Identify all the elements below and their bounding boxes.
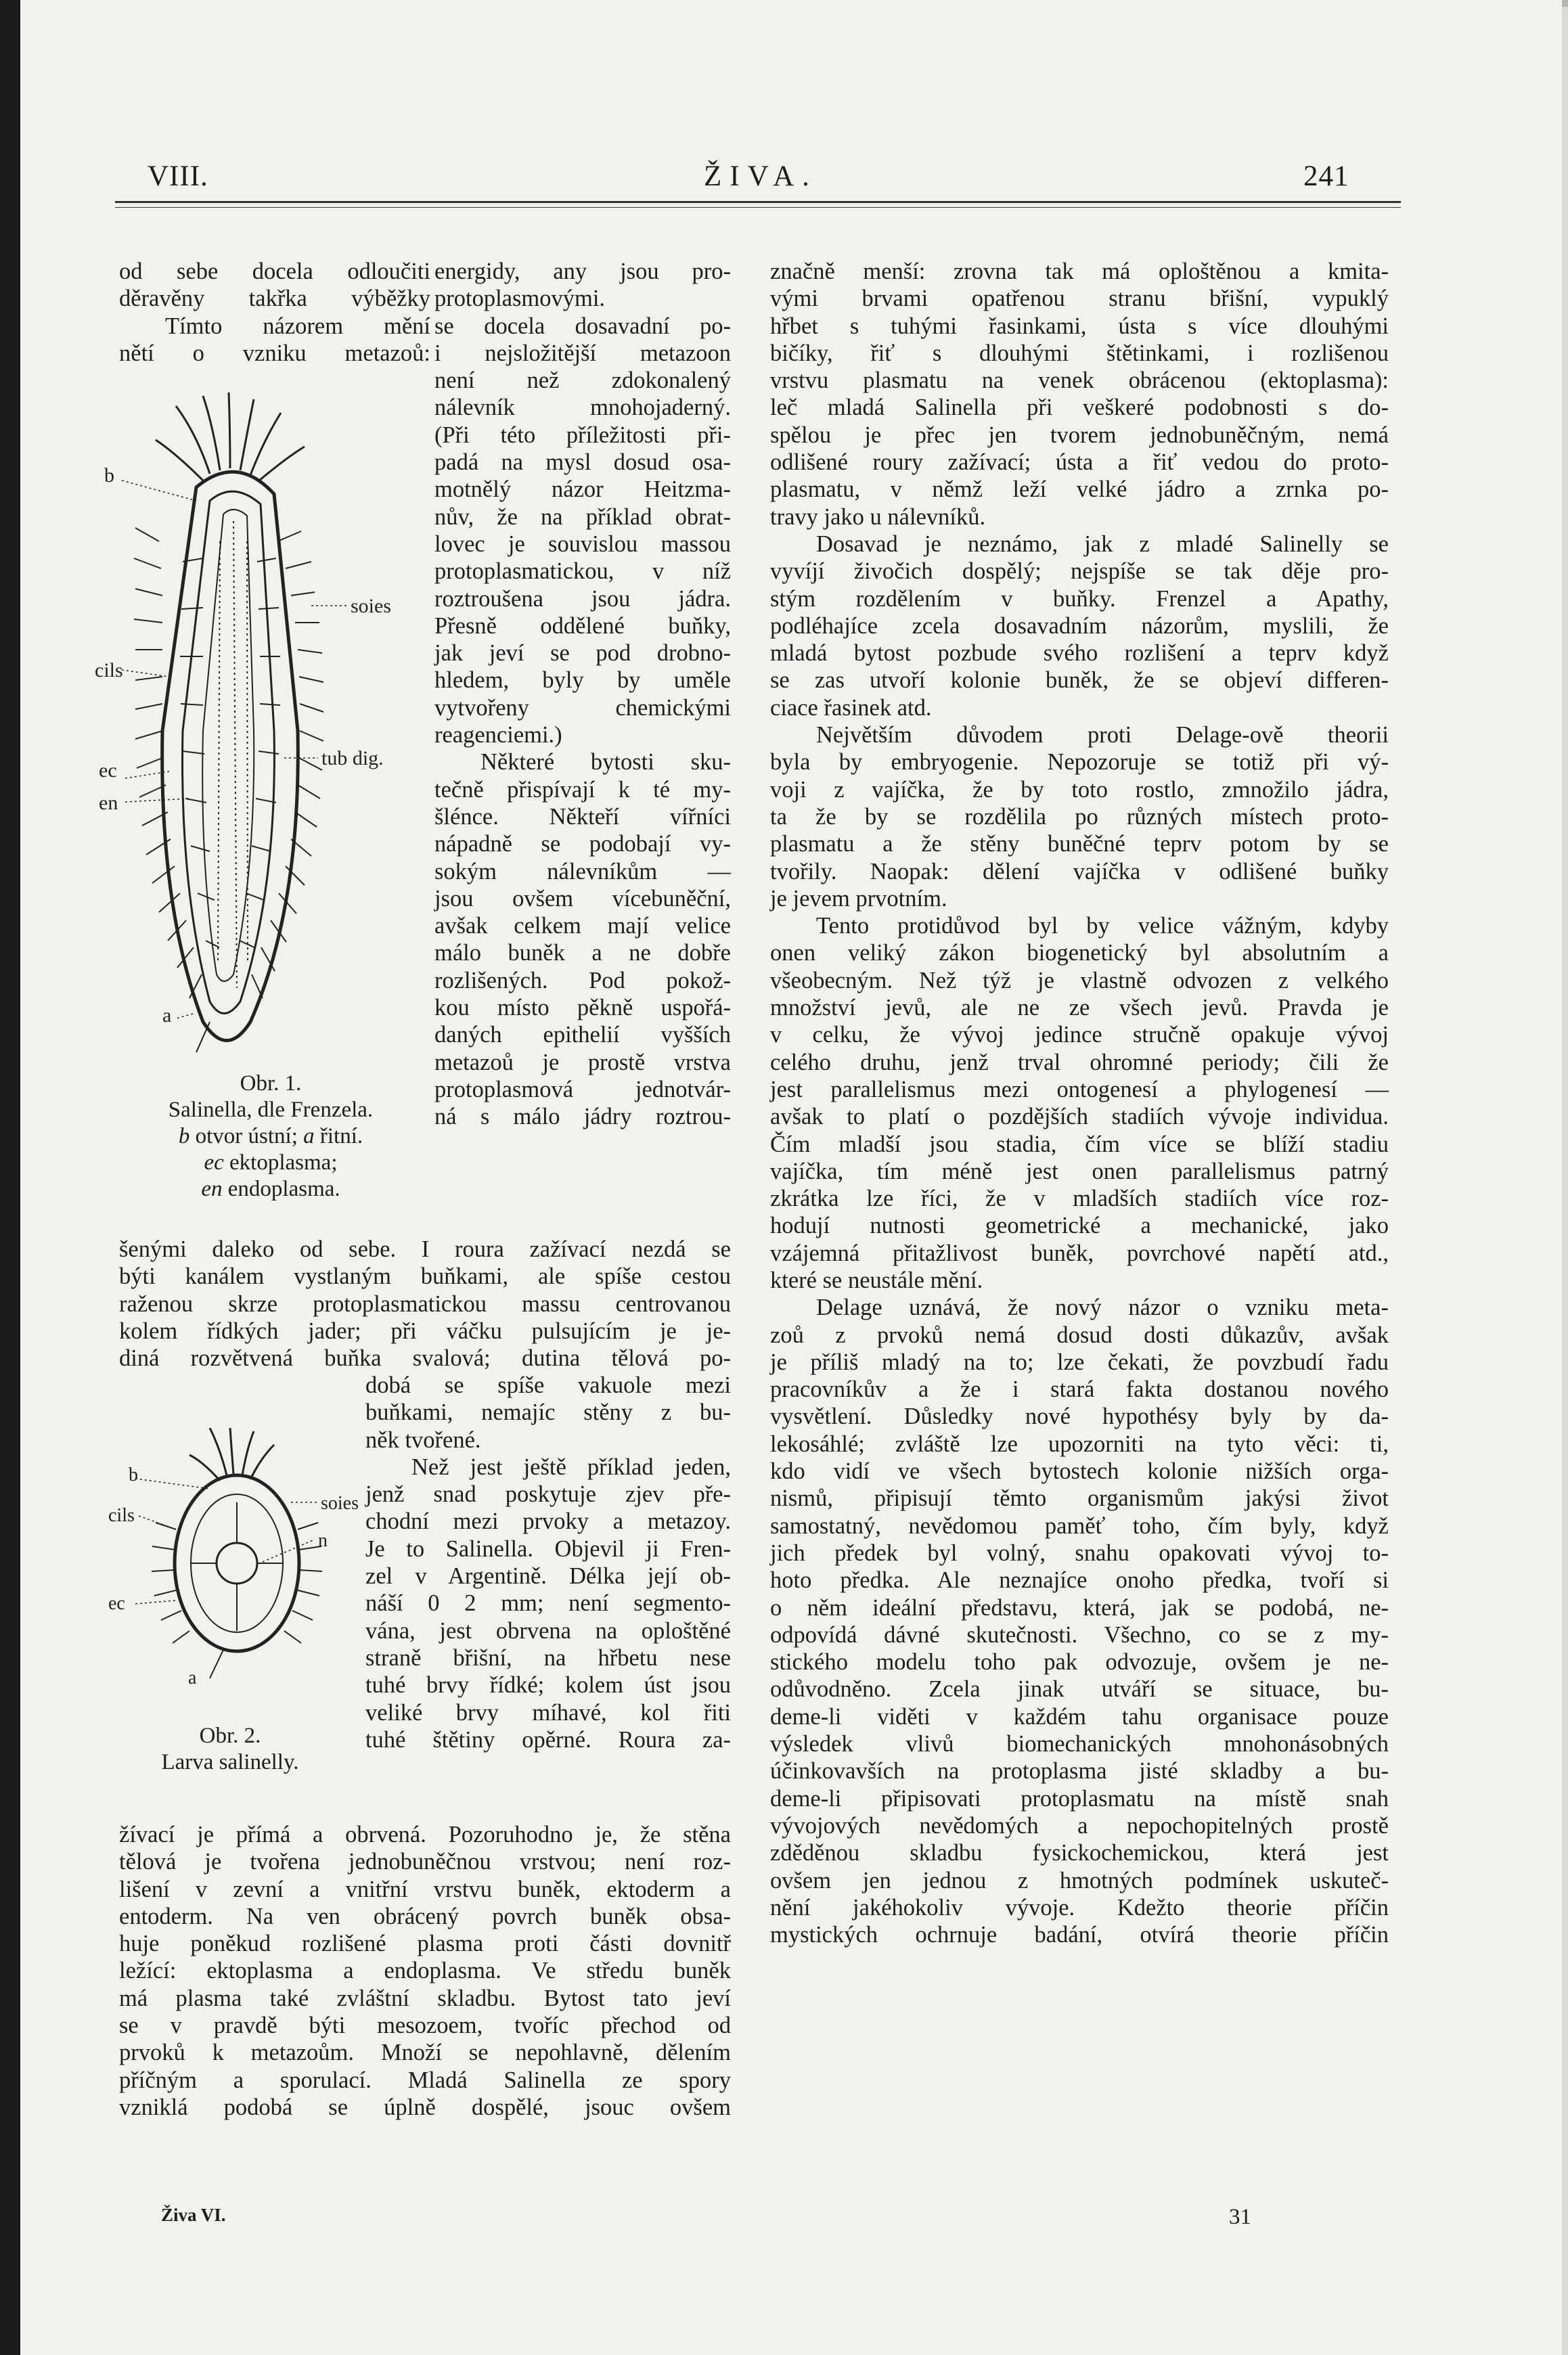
right-col-line: podléhajíce zcela dosavadním názorům, myslili, že bbox=[770, 612, 1389, 639]
right-col-line: ciace řasinek atd. bbox=[770, 694, 932, 721]
fig2-label-ec: ec bbox=[108, 1593, 125, 1614]
right-col-line: zděděnou skladbu fysickochemickou, která jest bbox=[770, 1840, 1389, 1866]
right-col-line: tvořily. Naopak: dělení vajíčka v odlišené buňky bbox=[770, 858, 1389, 884]
right-col-line: jich předek byl volný, snahu opakovati vývoj to- bbox=[770, 1540, 1389, 1566]
right-col-line: hřbet s tuhými řasinkami, ústa s více dlouhými bbox=[770, 313, 1389, 339]
right-col-line: Největším důvodem proti Delage-ově theorii bbox=[816, 722, 1389, 748]
fig2-label-n: n bbox=[318, 1530, 328, 1551]
footer-sheet-number: 31 bbox=[1229, 2205, 1251, 2229]
right-col-line: voji z vajíčka, že by toto rostlo, zmnožilo jádra, bbox=[770, 776, 1389, 803]
right-col-line: leč mladá Salinella při veškeré podobnosti s do- bbox=[770, 395, 1389, 421]
right-col-line: v celku, že vývoj jedince stručně opakuje vývoj bbox=[770, 1022, 1389, 1048]
figure-1-salinella bbox=[95, 392, 447, 1056]
header-journal-title: ŽIVA. bbox=[704, 160, 817, 192]
right-col-line: všeobecným. Než týž je vlastně odvozen z velkého bbox=[770, 967, 1389, 993]
right-col-line: vými brvami opatřenou stranu břišní, vypuklý bbox=[770, 286, 1389, 312]
cilia-top bbox=[189, 1428, 274, 1481]
right-col-line: deme-li viděti v každém tahu organisace pouze bbox=[770, 1703, 1389, 1730]
figure-1-caption: Obr. 1. Salinella, dle Frenzela. b otvor ústní; a řitní. ec ektoplasma; en endoplasma. bbox=[168, 1071, 374, 1201]
right-col-line: hodují nutnosti geometrické a mechanické, jako bbox=[770, 1213, 1389, 1239]
right-col-line: výsledek vlivů biomechanických mnohonásobných bbox=[770, 1731, 1389, 1757]
right-column bbox=[770, 258, 1389, 1948]
figure-2-larva bbox=[108, 1428, 365, 1699]
scan-left-edge bbox=[0, 0, 20, 2355]
fig1-label-b: b bbox=[104, 464, 114, 487]
right-col-line: stického modelu toho pak odvozuje, ovšem je ne- bbox=[770, 1649, 1389, 1676]
figure-2-caption: Obr. 2. Larva salinelly. bbox=[161, 1724, 299, 1774]
right-col-line: samostatný, nevědomou paměť toho, čím byly, když bbox=[770, 1512, 1389, 1539]
right-col-line: vyvíjí živočich dospělý; nejspíše se tak děje pro- bbox=[770, 558, 1389, 585]
fig1-label-ec: ec bbox=[99, 759, 117, 782]
header-volume: VIII. bbox=[148, 160, 208, 192]
right-col-line: značně menší: zrovna tak má oploštěnou a kmita- bbox=[770, 259, 1389, 284]
right-col-line: mystických ochrnuje badání, otvírá theorie příčin bbox=[770, 1922, 1389, 1948]
right-col-line: plasmatu a že stěny buněčné teprv potom by se bbox=[770, 831, 1389, 857]
fig1-label-a: a bbox=[162, 1004, 172, 1027]
header-rule bbox=[115, 201, 1401, 203]
right-col-line: hoto předka. Ale neznajíce onoho předka, tvoří si bbox=[770, 1567, 1389, 1594]
fig1-label-soies: soies bbox=[351, 595, 391, 617]
right-col-line: vzájemná přitažlivost buněk, povrchové napětí atd., bbox=[770, 1240, 1389, 1266]
right-col-line: bičíky, řiť s dlouhými štětinkami, i rozlišenou bbox=[770, 340, 1389, 366]
right-col-line: Čím mladší jsou stadia, čím více se blíží stadiu bbox=[770, 1131, 1389, 1157]
right-col-line: onen veliký zákon biogenetický byl absolutním a bbox=[770, 940, 1389, 966]
right-col-line: odlišené roury zažívací; ústa a řiť vedou do proto- bbox=[770, 449, 1389, 476]
right-col-line: avšak to platí o pozdějších stadiích vývoje individua. bbox=[770, 1104, 1389, 1130]
right-col-line: množství jevů, ale ne ze všech jevů. Pravda je bbox=[770, 995, 1389, 1021]
right-col-line: které se neustále mění. bbox=[770, 1267, 983, 1293]
left-col-block-3: šenými daleko od sebe. I roura zažívací nezdá se býti kanálem vystlaným buňkami, ale spíše cestou raženou skrze protoplasmatickou massu centrovanou kolem řídkých jader; při váčku pulsujícím je je- diná rozvětvená buňka svalová; dutina tělová po- bbox=[119, 1236, 731, 1372]
right-col-line: odpovídá dávné skutečnosti. Všechno, co se z my- bbox=[770, 1621, 1389, 1648]
left-col-block-1: od sebe docela odloučiti děravěny takřka výběžky Tímto názorem mění nětí o vzniku metazoů: bbox=[119, 259, 430, 366]
header-page-number: 241 bbox=[1303, 160, 1349, 192]
fig2-label-a: a bbox=[188, 1667, 197, 1688]
right-col-line: je jevem prvotním. bbox=[770, 885, 947, 912]
right-col-line: nismů, připisují těmto organismům jakýsi život bbox=[770, 1485, 1389, 1512]
right-col-line: lekosáhlé; zvláště lze upozorniti na tyto věci: ti, bbox=[770, 1431, 1389, 1457]
right-col-line: byla by embryogenie. Nepozoruje se totiž při vý- bbox=[770, 749, 1389, 776]
fig1-label-en: en bbox=[99, 792, 118, 814]
cilia-top bbox=[156, 392, 305, 480]
right-col-line: se zas utvoří kolonie buněk, že se objeví differen- bbox=[770, 667, 1389, 694]
right-col-line: jest parallelismus mezi ontogenesí a phylogenesí — bbox=[770, 1076, 1389, 1102]
right-col-line: spělou je přec jen tvorem jednobuněčným, nemá bbox=[770, 422, 1389, 448]
right-col-line: Tento protidůvod byl by velice vážným, kdyby bbox=[816, 913, 1389, 939]
fig2-label-cils: cils bbox=[108, 1505, 135, 1526]
right-col-line: plasmatu, v němž leží velké jádro a zrnka po- bbox=[770, 476, 1389, 503]
right-col-line: o něm ideální představu, která, jak se podobá, ne- bbox=[770, 1594, 1389, 1621]
right-col-line: travy jako u nálevníků. bbox=[770, 503, 986, 530]
right-col-line: zkrátka lze říci, že v mladších stadiích více roz- bbox=[770, 1186, 1389, 1212]
left-col-block-5: žívací je přímá a obrvená. Pozoruhodno je, že stěna tělová je tvořena jednobuněčnou vrstvou; není roz- lišení v zevní a vnitřní vrstvu buněk, ektoderm a entoderm. Na ven obrácený povrch buněk obsa- huje poněkud rozlišené plasma proti části dovnitř ležící: ektoplasma a endoplasma. Ve středu buněk má plasma také zvláštní skladbu. Bytost tato jeví se v pravdě býti mesozoem, tvoříc přechod od prvoků k metazoům. Množí se nepohlavně, dělením příčným a sporulací. Mladá Salinella ze spory vzniklá podobá se úplně dospělé, jsouc ovšem bbox=[119, 1822, 731, 2120]
right-col-line: Dosavad je neznámo, jak z mladé Salinelly se bbox=[816, 531, 1389, 557]
right-col-line: nění jakéhokoliv vývoje. Kdežto theorie příčin bbox=[770, 1894, 1389, 1921]
right-col-line: zoů z prvoků nemá dosud dosti důkazův, avšak bbox=[770, 1322, 1389, 1348]
header-rule-thin bbox=[115, 207, 1401, 208]
right-col-line: vrstvu plasmatu na venek obrácenou (ektoplasma): bbox=[770, 367, 1389, 394]
right-col-line: deme-li připisovati protoplasmatu na místě snah bbox=[770, 1785, 1389, 1812]
right-col-line: je příliš mladý na to; lze čekati, že povzbudí řadu bbox=[770, 1349, 1389, 1375]
right-col-line: ta že by se rozdělila po různých místech proto- bbox=[770, 803, 1389, 830]
right-col-line: ovšem jen jednou z hmotných podmínek uskuteč- bbox=[770, 1867, 1389, 1893]
right-col-line: pracovníkův a že i stará fakta dostanou nového bbox=[770, 1376, 1389, 1403]
right-col-line: kdo vidí ve všech bytostech kolonie nižších orga- bbox=[770, 1458, 1389, 1485]
fig1-label-tub-dig: tub dig. bbox=[321, 747, 384, 769]
right-col-line: Delage uznává, že nový názor o vzniku meta- bbox=[816, 1295, 1389, 1321]
right-col-line: celého druhu, jenž trval ohromné periody; čili že bbox=[770, 1049, 1389, 1075]
larva-nucleus bbox=[217, 1543, 257, 1584]
left-col-block-2: energidy, any jsou pro- protoplasmovými. se docela dosavadní po- i nejsložitější metazoon není než zdokonalený nálevník mnohojaderný. (Při této příležitosti při- padá na mysl dosud osa- motnělý názor Heitzma- nův, že na příklad obrat- lovec je souvislou massou protoplasmatickou, v níž roztroušena jsou jádra. Přesně oddělené buňky, jak jeví se pod drobno- hledem, byly by uměle vytvořeny chemickými reagenciemi.) Některé bytosti sku- tečně přispívají k té my- šlénce. Někteří vířníci nápadně se podobají vy- sokým nálevníkům — jsou ovšem vícebuněční, avšak celkem mají velice málo buněk a ne dobře rozlišených. Pod pokož- kou místo pěkně uspořá- daných epithelií vyšších metazoů je prostě vrstva protoplasmová jednotvár- ná s málo jádry roztrou- bbox=[434, 259, 731, 1130]
right-col-line: stým rozdělením v buňky. Frenzel a Apathy, bbox=[770, 585, 1389, 612]
footer-journal: Živa VI. bbox=[161, 2205, 226, 2225]
fig2-label-soies: soies bbox=[321, 1493, 359, 1514]
right-col-line: vývojových nevědomých a nepochopitelných prostě bbox=[770, 1812, 1389, 1839]
fig2-label-b: b bbox=[129, 1464, 138, 1485]
left-col-block-4: dobá se spíše vakuole mezi buňkami, nemajíc stěny z bu- něk tvořené. Než jest ještě příklad jeden, jenž snad poskytuje zjev pře- chodní mezi prvoky a metazoy. Je to Salinella. Objevil ji Fren- zel v Argentině. Délka její ob- náší 0 2 mm; není segmento- vána, jest obrvena na oploštěné straně břišní, na hřbetu nese tuhé brvy řídké; kolem úst jsou veliké brvy míhavé, kol řiti tuhé štětiny opěrné. Roura za- bbox=[365, 1372, 731, 1753]
right-col-line: vysvětlení. Důsledky nové hypothésy byly by da- bbox=[770, 1404, 1389, 1430]
right-col-line: mladá bytost pozbude svého rozlišení a teprv když bbox=[770, 640, 1389, 667]
right-col-line: odůvodněno. Zcela jinak utváří se situace, bu- bbox=[770, 1676, 1389, 1703]
right-col-line: účinkovavších na protoplasma jisté skladby a bu- bbox=[770, 1758, 1389, 1785]
fig1-label-cils: cils bbox=[95, 659, 123, 681]
right-col-line: vajíčka, tím méně jest onen parallelismus patrný bbox=[770, 1158, 1389, 1184]
